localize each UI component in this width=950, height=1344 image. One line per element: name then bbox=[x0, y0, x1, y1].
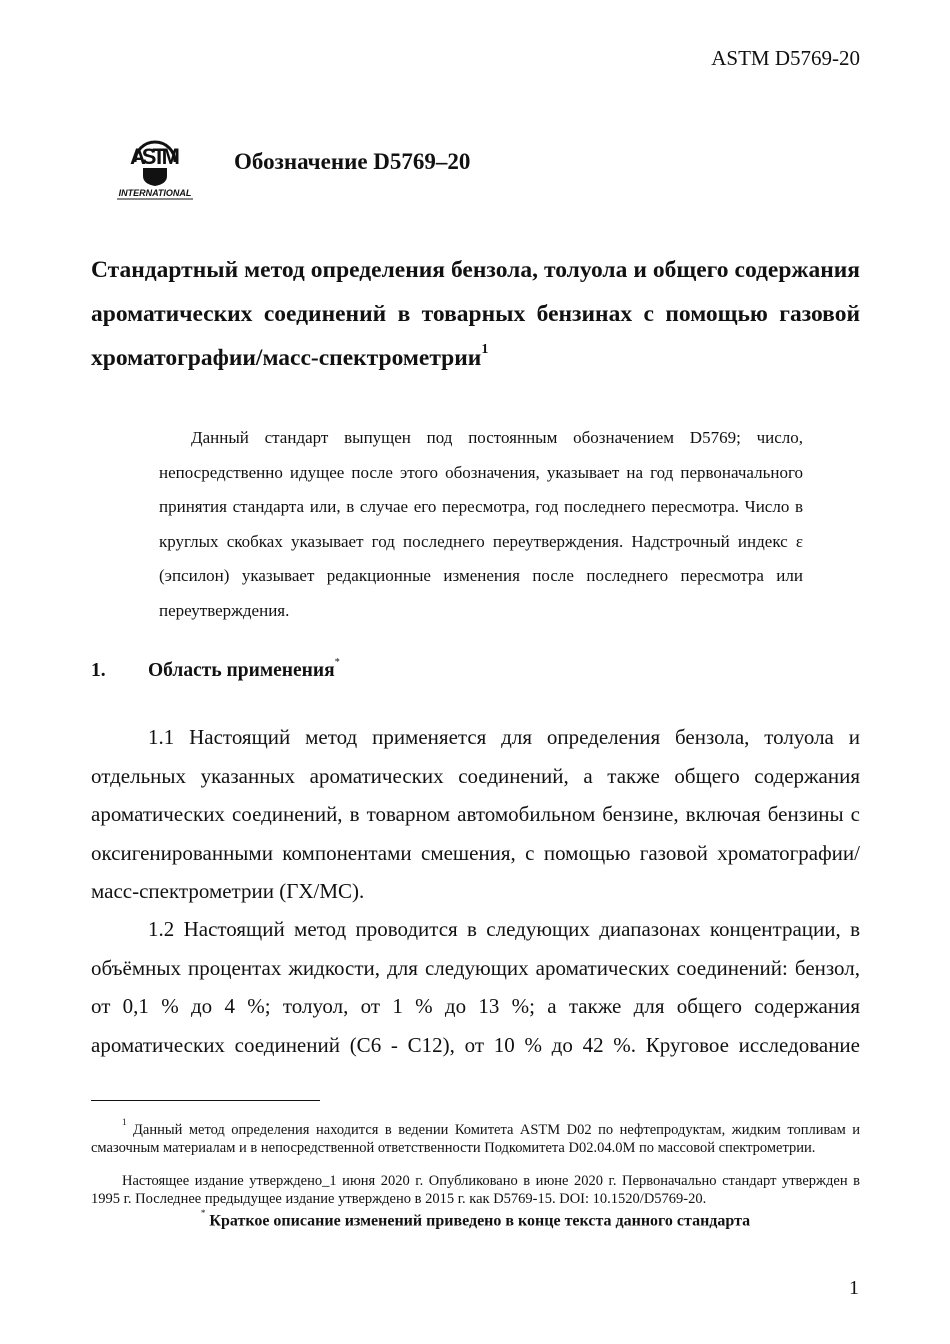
title-text: Стандартный метод определения бензола, толуола и общего содержания ароматических соединений в товарных бензинах с помощью газовой хроматографии/масс-спектрометрии bbox=[91, 257, 860, 371]
section-title: Область применения bbox=[148, 660, 335, 681]
section-heading bbox=[91, 656, 340, 682]
footnote-3-text: Краткое описание изменений приведено в конце текста данного стандарта bbox=[209, 1212, 751, 1230]
footnote-3-mark: * bbox=[200, 1208, 206, 1218]
section-mark: * bbox=[334, 656, 340, 668]
document-code: ASTM D5769-20 bbox=[711, 46, 860, 70]
section-number: 1. bbox=[91, 660, 106, 681]
logo-caption: INTERNATIONAL bbox=[118, 188, 192, 198]
page-number: 1 bbox=[849, 1277, 859, 1299]
document-title bbox=[91, 248, 860, 380]
paragraph-1-1: 1.1 Настоящий метод применяется для определения бензола, толуола и отдельных указанных ароматических соединений, а также общего содержания ароматических соединений, в товарном автомобильном бензине, включая бензины с оксигенированными компонентами смешения, с помощью газовой хроматографии/масс-спектрометрии (ГХ/МС). bbox=[91, 725, 860, 903]
footnote-3 bbox=[91, 1208, 860, 1230]
title-footnote-mark: 1 bbox=[481, 342, 489, 358]
designation-notice: Данный стандарт выпущен под постоянным обозначением D5769; число, непосредственно идущее после этого обозначения, указывает на год первоначального принятия стандарта или, в случае его пересмотра, год последнего пересмотра. Число в круглых скобках указывает год последнего переутверждения. Надстрочный индекс ε (эпсилон) указывает редакционные изменения после последнего пересмотра или переутверждения. bbox=[159, 428, 803, 620]
footnote-divider bbox=[91, 1100, 320, 1101]
footnote-1 bbox=[91, 1116, 860, 1157]
logo-letters: ASTM bbox=[130, 144, 180, 169]
footnote-1-mark: 1 bbox=[122, 1117, 127, 1127]
designation: Обозначение D5769–20 bbox=[234, 149, 471, 174]
footnote-2: Настоящее издание утверждено_1 июня 2020 г. Опубликовано в июне 2020 г. Первоначально стандарт утвержден в 1995 г. Последнее предыдущее издание утверждено в 2015 г. как D5769-15. DOI: 10.1520/D5769-20. bbox=[91, 1173, 860, 1207]
astm-logo bbox=[113, 128, 197, 200]
paragraph-1-2: 1.2 Настоящий метод проводится в следующих диапазонах концентрации, в объёмных процентах жидкости, для следующих ароматических соединений: бензол, от 0,1 % до 4 %; толуол, от 1 % до 13 %; а также для общего содержания ароматических соединений (С6 - С12), от 10 % до 42 %. Круговое исследование bbox=[91, 917, 860, 1057]
footnote-1-text: Данный метод определения находится в ведении Комитета ASTM D02 по нефтепродуктам, жидким топливам и смазочным материалам и в непосредственной ответственности Подкомитета D02.04.0M по массовой спектрометрии. bbox=[91, 1121, 861, 1156]
